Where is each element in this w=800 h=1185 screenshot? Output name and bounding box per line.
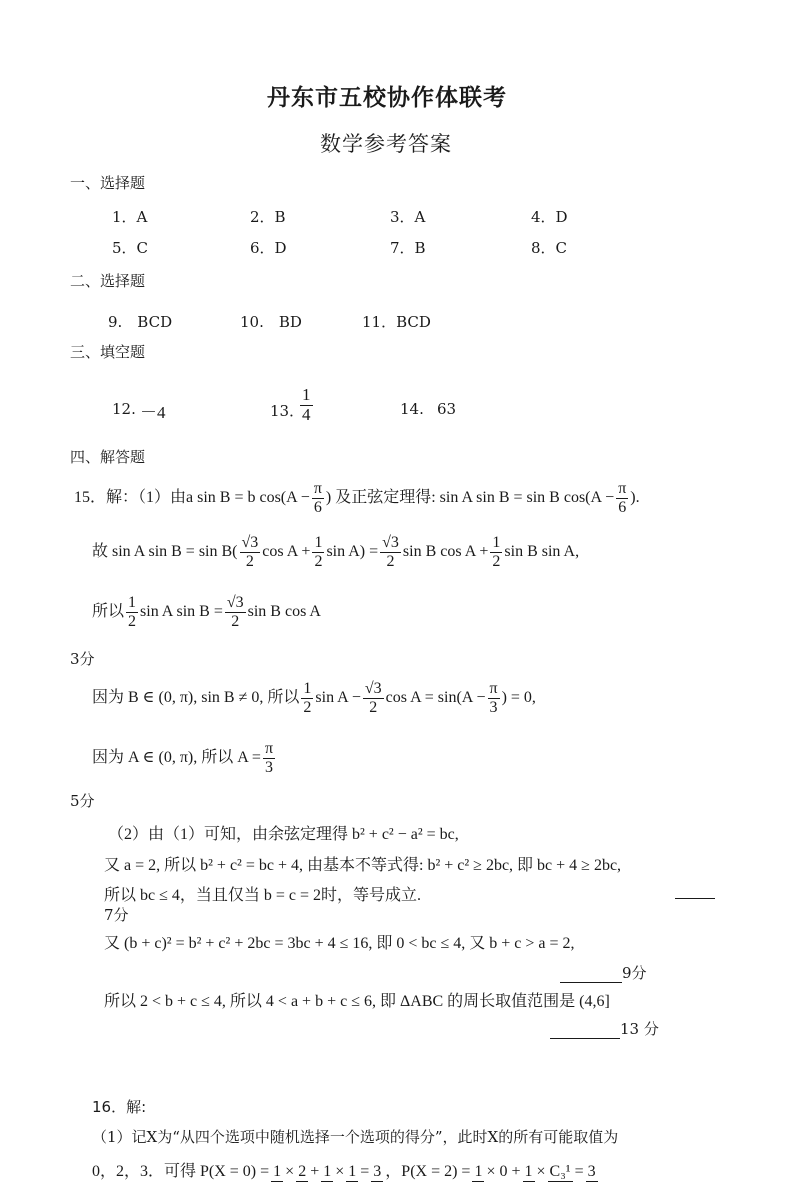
frac-two: 2 <box>245 552 254 570</box>
answer-2: 2．B <box>250 208 286 226</box>
answer-9: 9. BCD <box>108 313 173 331</box>
frac-one: 1 <box>303 680 312 697</box>
score-7: 7分 <box>104 906 129 924</box>
score-9: 9分 <box>622 964 647 982</box>
q15-part2-line-1: （2）由（1）可知，由余弦定理得 b² + c² − a² = bc, <box>108 826 459 843</box>
q15-l5a: 因为 A ∈ (0, π), 所以 A = <box>92 748 261 766</box>
answer-4: 4．D <box>531 208 568 226</box>
q15-part2-line-5: 所以 2 < b + c ≤ 4, 所以 4 < a + b + c ≤ 6, 即 ΔABC 的周长取值范围是 (4,6] <box>104 993 610 1010</box>
frac-six: 6 <box>313 498 322 516</box>
answer-11: 11．BCD <box>362 313 431 331</box>
frac-one: 1 <box>474 1163 483 1181</box>
q14-value: 63 <box>437 400 457 418</box>
score-blank-line-7 <box>675 898 715 899</box>
q16-l2b: × <box>285 1163 295 1180</box>
q15-line-5 <box>92 740 277 776</box>
q15-line-2 <box>92 534 579 570</box>
answer-7: 7．B <box>390 239 426 257</box>
frac-one: 1 <box>128 594 137 611</box>
answer-6: 6．D <box>250 239 287 257</box>
score-3: 3分 <box>70 650 95 668</box>
frac-two: 2 <box>298 1163 307 1181</box>
frac-pi: π <box>618 480 627 497</box>
frac-six: 6 <box>618 498 627 516</box>
score-blank-line-9 <box>560 964 622 983</box>
q15-l2b: cos A + <box>262 542 311 560</box>
section-heading-choice: 一、选择题 <box>70 174 146 192</box>
frac-pi: π <box>313 480 322 497</box>
q16-l2e: = <box>360 1163 370 1180</box>
q15-l4b: sin A − <box>315 688 361 706</box>
q15-l2c: sin A) = <box>326 542 379 560</box>
frac-three: 3 <box>489 698 498 716</box>
answer-5: 5．C <box>112 239 149 257</box>
q12-value: －4 <box>140 403 166 422</box>
q15-line-1 <box>74 480 640 516</box>
q13-denominator: 4 <box>302 404 311 424</box>
q15-l1b: ) 及正弦定理得: sin A sin B = sin B cos(A − <box>325 488 615 506</box>
q15-l1a: 15．解：（1）由a sin B = b cos(A − <box>74 488 310 506</box>
frac-three: 3 <box>373 1163 382 1181</box>
frac-pi: π <box>489 680 498 697</box>
q15-line-3 <box>92 594 321 630</box>
q13-fraction <box>298 386 315 424</box>
answer-3: 3．A <box>390 208 426 226</box>
frac-two: 2 <box>492 552 501 570</box>
section-heading-fill: 三、填空题 <box>70 343 146 361</box>
q15-l3c: sin B cos A <box>247 602 321 620</box>
q16-line-1: （1）记X为“从四个选项中随机选择一个选项的得分”，此时X的所有可能取值为 <box>92 1128 619 1146</box>
q15-part2-line-2: 又 a = 2, 所以 b² + c² = bc + 4, 由基本不等式得: b² + c² ≥ 2bc, 即 bc + 4 ≥ 2bc, <box>104 857 622 874</box>
frac-one: 1 <box>323 1163 332 1181</box>
frac-one: 1 <box>348 1163 357 1181</box>
q14-label: 14. <box>400 400 424 418</box>
frac-three: 3 <box>587 1163 596 1181</box>
q15-l4d: ) = 0, <box>501 688 536 706</box>
q16-l2c: + <box>310 1163 320 1180</box>
q15-part2-line-3: 所以 bc ≤ 4，当且仅当 b = c = 2时，等号成立. <box>104 887 422 904</box>
score-5: 5分 <box>70 792 95 810</box>
q15-l3a: 所以 <box>92 602 125 620</box>
score-9-row <box>560 962 647 983</box>
q15-l2e: sin B sin A, <box>504 542 580 560</box>
q12-label: 12. <box>112 400 136 418</box>
q15-l3b: sin A sin B = <box>140 602 223 620</box>
answer-8: 8．C <box>531 239 568 257</box>
q16-heading: 16．解: <box>92 1098 147 1116</box>
q16-l2h: × <box>536 1163 546 1180</box>
section-heading-multi-choice: 二、选择题 <box>70 272 146 290</box>
q16-l2f: ，P(X = 2) = <box>385 1163 471 1180</box>
q15-l2a: 故 sin A sin B = sin B( <box>92 542 238 560</box>
answer-10: 10. BD <box>240 313 302 331</box>
q16-l2g: × 0 + <box>486 1163 521 1180</box>
q16-line-2 <box>92 1158 600 1182</box>
frac-two: 2 <box>369 698 378 716</box>
frac-one: 1 <box>273 1163 282 1181</box>
q13-label: 13． <box>270 402 305 420</box>
q13-numerator: 1 <box>302 385 311 404</box>
q15-l1c: ). <box>630 488 640 506</box>
frac-c31: C₃¹ <box>549 1163 571 1181</box>
frac-one: 1 <box>524 1163 533 1181</box>
frac-sqrt3: √3 <box>226 594 244 611</box>
score-13-row <box>550 1018 659 1039</box>
frac-sqrt3: √3 <box>241 534 259 551</box>
frac-two: 2 <box>314 552 323 570</box>
q15-l2d: sin B cos A + <box>402 542 489 560</box>
q16-l2a: 0，2，3．可得 P(X = 0) = <box>92 1163 270 1180</box>
section-heading-solutions: 四、解答题 <box>70 448 146 466</box>
frac-two: 2 <box>303 698 312 716</box>
frac-one: 1 <box>314 534 323 551</box>
q16-l2i: = <box>574 1163 584 1180</box>
page-subtitle: 数学参考答案 <box>320 132 452 156</box>
q15-part2-line-4: 又 (b + c)² = b² + c² + 2bc = 3bc + 4 ≤ 16, 即 0 < bc ≤ 4, 又 b + c > a = 2, <box>104 935 575 952</box>
score-blank-line-13 <box>550 1020 620 1039</box>
q15-l4a: 因为 B ∈ (0, π), sin B ≠ 0, 所以 <box>92 688 300 706</box>
q15-l4c: cos A = sin(A − <box>385 688 486 706</box>
frac-three: 3 <box>264 758 273 776</box>
score-13: 13 分 <box>620 1020 659 1038</box>
frac-pi: π <box>264 740 274 757</box>
answer-1: 1．A <box>112 208 148 226</box>
frac-one: 1 <box>492 534 501 551</box>
q15-line-4 <box>92 680 536 716</box>
q16-l2d: × <box>335 1163 345 1180</box>
page-title: 丹东市五校协作体联考 <box>267 84 507 111</box>
frac-two: 2 <box>386 552 395 570</box>
frac-two: 2 <box>231 612 240 630</box>
frac-sqrt3: √3 <box>364 680 382 697</box>
frac-two: 2 <box>128 612 137 630</box>
frac-sqrt3: √3 <box>382 534 399 551</box>
